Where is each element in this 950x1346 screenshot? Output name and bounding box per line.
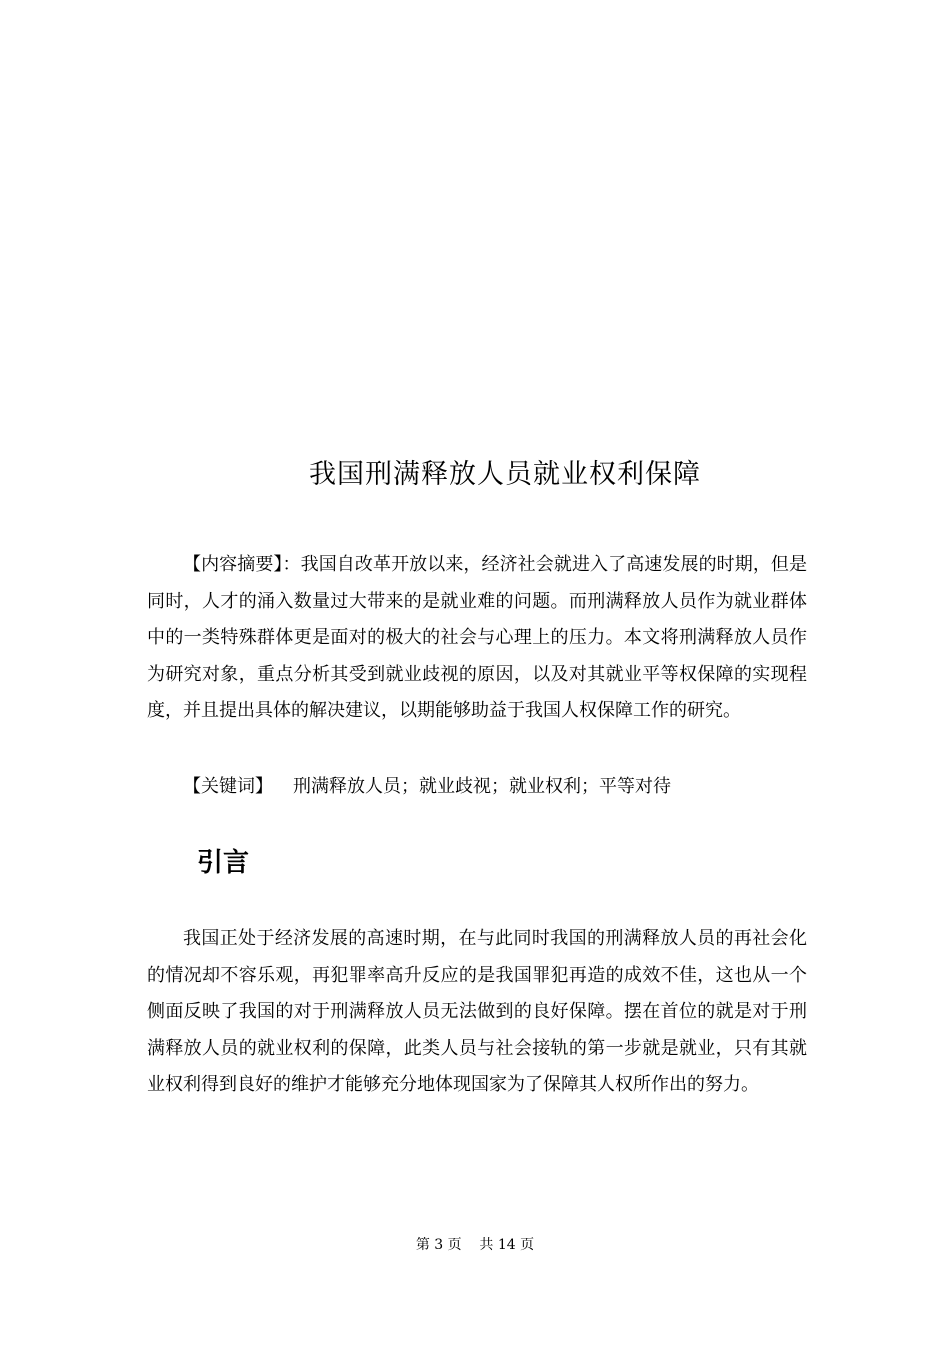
page-number-footer: 第 3 页 共 14 页 xyxy=(415,1237,535,1253)
abstract-text: 我国自改革开放以来，经济社会就进入了高速发展的时期，但是同时，人才的涌入数量过大带来的是就业难的问题。而刑满释放人员作为就业群体中的一类特殊群体更是面对的极大的社会与心理上的压力。本文将刑满释放人员作为研究对象，重点分析其受到就业歧视的原因，以及对其就业平等权保障的实现程度，并且提出具体的解决建议，以期能够助益于我国人权保障工作的研究。 xyxy=(147,554,808,721)
keywords-line xyxy=(183,769,671,805)
keywords-label: 【关键词】 xyxy=(183,776,273,797)
document-title: 我国刑满释放人员就业权利保障 xyxy=(309,459,701,490)
abstract-label: 【内容摘要】： xyxy=(183,554,301,575)
introduction-paragraph: 我国正处于经济发展的高速时期，在与此同时我国的刑满释放人员的再社会化的情况却不容乐观，再犯罪率高升反应的是我国罪犯再造的成效不佳，这也从一个侧面反映了我国的对于刑满释放人员无法做到的良好保障。摆在首位的就是对于刑满释放人员的就业权利的保障，此类人员与社会接轨的第一步就是就业，只有其就业权利得到良好的维护才能够充分地体现国家为了保障其人权所作出的努力。 xyxy=(147,928,807,1095)
keywords-text: 刑满释放人员；就业歧视；就业权利；平等对待 xyxy=(293,776,671,797)
abstract-paragraph xyxy=(147,547,807,730)
section-heading-introduction: 引言 xyxy=(197,848,250,878)
